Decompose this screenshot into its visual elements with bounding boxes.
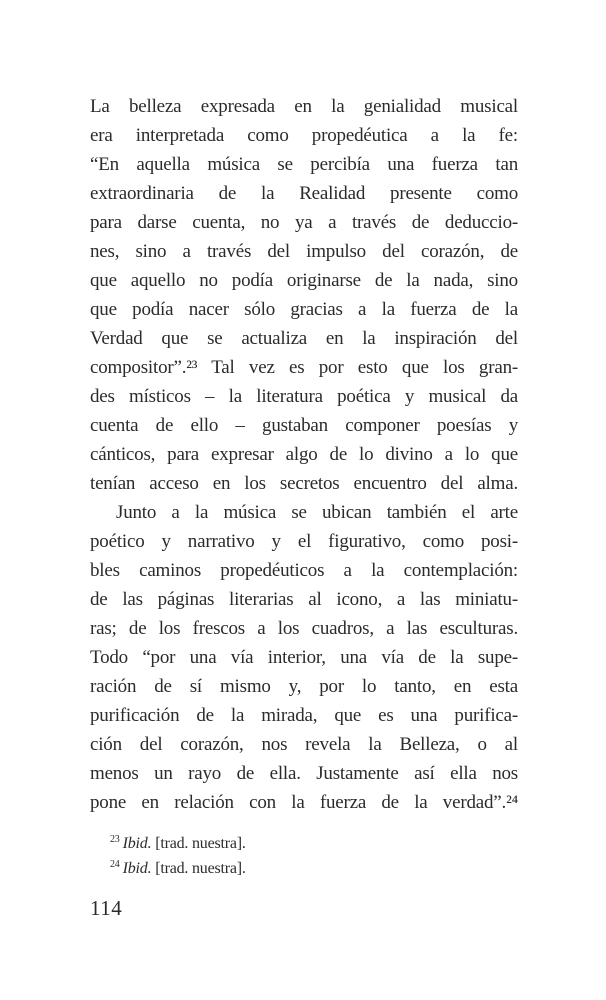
text-line: cuenta de ello – gustaban componer poesías y [90, 415, 518, 436]
text-line: que podía nacer sólo gracias a la fuerza de la [90, 299, 518, 320]
text-line: ración de sí mismo y, por lo tanto, en esta [90, 676, 518, 697]
text-line: purificación de la mirada, que es una purifica- [90, 705, 518, 726]
text-line: tenían acceso en los secretos encuentro del alma. [90, 473, 518, 494]
footnote [110, 856, 518, 881]
footnotes [110, 831, 518, 881]
footnote-text: [trad. nuestra]. [151, 835, 246, 852]
text-line: pone en relación con la fuerza de la verdad”.²⁴ [90, 792, 518, 813]
paragraph [90, 498, 518, 817]
text-line: para darse cuenta, no ya a través de deduccio- [90, 212, 518, 233]
text-line: de las páginas literarias al icono, a las miniatu- [90, 589, 518, 610]
text-line: Junto a la música se ubican también el arte [116, 502, 518, 523]
footnote-marker: 23 [110, 833, 120, 845]
text-line: Todo “por una vía interior, una vía de la supe- [90, 647, 518, 668]
text-line: des místicos – la literatura poética y musical da [90, 386, 518, 407]
text-line: extraordinaria de la Realidad presente como [90, 183, 518, 204]
text-line: La belleza expresada en la genialidad musical [90, 96, 518, 117]
footnote [110, 831, 518, 856]
text-line: nes, sino a través del impulso del corazón, de [90, 241, 518, 262]
paragraph [90, 92, 518, 498]
text-line: bles caminos propedéuticos a la contemplación: [90, 560, 518, 581]
footnote-source: Ibid. [122, 835, 152, 852]
text-line: “En aquella música se percibía una fuerza tan [90, 154, 518, 175]
footnote-source: Ibid. [122, 860, 152, 877]
text-line: menos un rayo de ella. Justamente así ella nos [90, 763, 518, 784]
footnote-text: [trad. nuestra]. [151, 860, 246, 877]
text-line: compositor”.²³ Tal vez es por esto que los gran- [90, 357, 518, 378]
text-line: era interpretada como propedéutica a la fe: [90, 125, 518, 146]
footnote-marker: 24 [110, 858, 120, 870]
text-line: Verdad que se actualiza en la inspiración del [90, 328, 518, 349]
text-line: ras; de los frescos a los cuadros, a las esculturas. [90, 618, 518, 639]
text-block [90, 92, 518, 817]
page-number: 114 [90, 896, 123, 920]
text-line: cánticos, para expresar algo de lo divino a lo que [90, 444, 518, 465]
text-line: que aquello no podía originarse de la nada, sino [90, 270, 518, 291]
text-line: poético y narrativo y el figurativo, como posi- [90, 531, 518, 552]
text-line: ción del corazón, nos revela la Belleza, o al [90, 734, 518, 755]
